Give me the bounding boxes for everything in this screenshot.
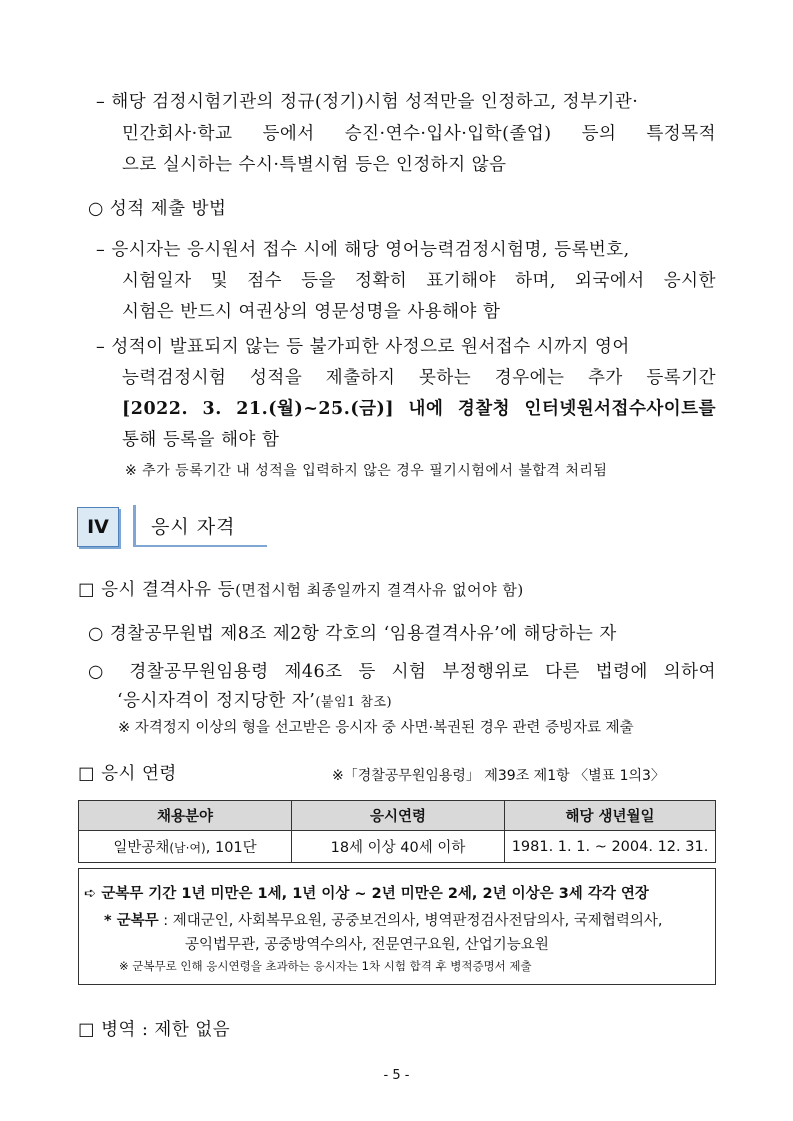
age-table-field-count: , 101단 [205, 840, 257, 856]
disqualification-item-2-note: ※ 자격정지 이상의 형을 선고받은 응시자 중 사면·복권된 경우 관련 증빙자료 제출 [118, 720, 634, 736]
military-list-line-1 [104, 909, 662, 930]
table-row [79, 831, 716, 863]
disqualification-heading-text: □ 응시 결격사유 등 [78, 580, 236, 600]
age-heading: □ 응시 연령 [78, 764, 177, 784]
disqualification-item-1: ○ 경찰공무원법 제8조 제2항 각호의 ‘임용결격사유’에 해당하는 자 [88, 624, 617, 644]
military-list-line-2: 공익법무관, 공중방역수의사, 전문연구요원, 산업기능요원 [185, 937, 549, 953]
age-note-main [84, 882, 649, 903]
age-table-header-row [79, 801, 716, 831]
disqualification-heading-sub: (면접시험 최종일까지 결격사유 없어야 함) [235, 581, 524, 599]
age-reference: ※「경찰공무원임용령」 제39조 제1항 〈별표 1의3〉 [332, 768, 665, 784]
military-service-heading: □ 병역 : 제한 없음 [78, 1020, 231, 1040]
disqualification-item-2-line-1: ○ 경찰공무원임용령 제46조 등 시험 부정행위로 다른 법령에 의하여 [88, 662, 716, 682]
score-bullet2-line-2: 능력검정시험 성적을 제출하지 못하는 경우에는 추가 등록기간 [122, 368, 716, 388]
age-note-box [78, 868, 716, 985]
score-bullet1-line-3: 시험은 반드시 여권상의 영문성명을 사용해야 함 [122, 302, 501, 322]
score-bullet2-line-1: – 성적이 발표되지 않는 등 불가피한 사정으로 원서접수 시까지 영어 [96, 337, 630, 357]
top-bullet-line-3: 으로 실시하는 수시·특별시험 등은 인정하지 않음 [122, 155, 507, 175]
age-table-field-name: 일반공채 [113, 840, 170, 856]
military-list-1: : 제대군인, 사회복무요원, 공중보건의사, 병역판정검사전담의사, 국제협력의사, [158, 913, 663, 929]
military-note: ※ 군복무로 인해 응시연령을 초과하는 응시자는 1차 시험 합격 후 병적증명서 제출 [119, 959, 532, 973]
section-number-box [77, 507, 119, 547]
age-table-cell-birth: 1981. 1. 1. ~ 2004. 12. 31. [505, 831, 716, 863]
score-bullet1-line-1: – 응시자는 응시원서 접수 시에 해당 영어능력검정시험명, 등록번호, [96, 240, 630, 260]
age-table-field-sub: (남·여) [169, 841, 206, 855]
age-table-header-field: 채용분야 [79, 801, 292, 831]
score-bullet2-line-3: [2022. 3. 21.(월)~25.(금)] 내에 경찰청 인터넷원서접수사이트를 [122, 399, 716, 419]
age-table-cell-age: 18세 이상 40세 이하 [292, 831, 505, 863]
section-number: IV [87, 516, 109, 538]
disqualification-item-2-text: ‘응시자격이 정지당한 자’ [117, 691, 316, 711]
age-table-header-birth: 해당 생년월일 [505, 801, 716, 831]
military-label: * 군복무 [104, 913, 159, 929]
score-method-heading: ○ 성적 제출 방법 [88, 199, 227, 219]
top-bullet-line-2: 민간회사·학교 등에서 승진·연수·입사·입학(졸업) 등의 특정목적 [122, 124, 716, 144]
disqualification-heading [78, 576, 524, 601]
age-note-main-text: 군복무 기간 1년 미만은 1세, 1년 이상 ~ 2년 미만은 2세, 2년 이상은 3세 각각 연장 [101, 886, 649, 902]
section-title-box [133, 505, 267, 547]
page-number: - 5 - [383, 1068, 410, 1083]
arrow-icon: ➪ [84, 886, 97, 902]
section-title: 응시 자격 [151, 516, 236, 538]
age-table [78, 800, 716, 863]
score-bullet2-line-4: 통해 등록을 해야 함 [122, 430, 280, 450]
disqualification-item-2-sub: (붙임1 참조) [315, 695, 393, 710]
age-table-cell-field [79, 831, 292, 863]
score-method-note: ※ 추가 등록기간 내 성적을 입력하지 않은 경우 필기시험에서 불합격 처리됨 [125, 463, 608, 479]
disqualification-item-2-line-2 [117, 687, 392, 712]
score-bullet1-line-2: 시험일자 및 점수 등을 정확히 표기해야 하며, 외국에서 응시한 [122, 271, 716, 291]
top-bullet-line-1: – 해당 검정시험기관의 정규(정기)시험 성적만을 인정하고, 정부기관· [96, 92, 639, 112]
age-table-header-age: 응시연령 [292, 801, 505, 831]
